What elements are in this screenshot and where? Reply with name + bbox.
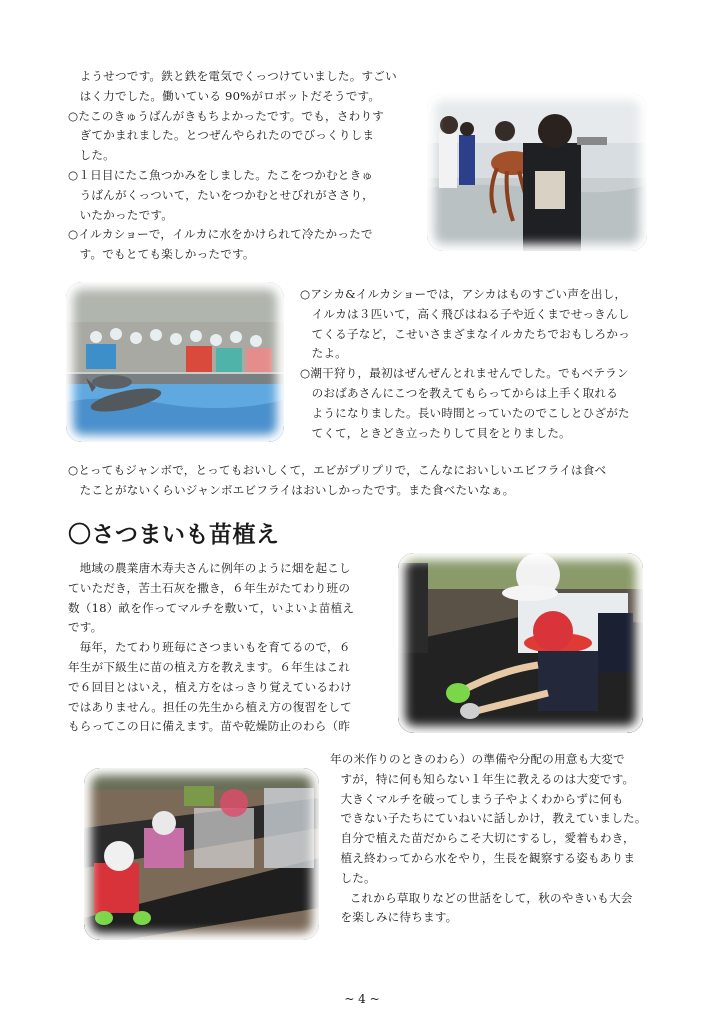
- text-line: した。: [79, 148, 115, 163]
- text-line: 毎年，たてわり班毎にさつまいもを育てるので，６: [79, 640, 351, 655]
- photo-dolphin-show: [66, 282, 284, 442]
- text-line: てくる子など，こせいさまざまなイルカたちでおもしろかっ: [311, 326, 630, 341]
- text-line: これから草取りなどの世話をして，秋のやきいも大会: [349, 890, 633, 905]
- text-line: した。: [340, 870, 376, 885]
- text-line: 地域の農業唐木寿夫さんに例年のように畑を起こし: [79, 561, 351, 575]
- text-line: ていただき，苦土石灰を撒き，６年生がたてわり班の: [68, 580, 351, 595]
- text-line: ○たこのきゅうばんがきもちよかったです。でも，さわりす: [68, 108, 385, 123]
- text-line: うばんがくっついて，たいをつかむとせびれがささり，: [79, 187, 374, 202]
- text-block-sweet-potato-intro: [68, 559, 388, 737]
- text-line: できない子たちにていねいに話しかけ，教えていました。: [340, 811, 647, 826]
- text-line: 自分で植えた苗だからこそ大切にするし，愛着もわき，: [340, 831, 635, 846]
- text-line: で６回目とはいえ，植え方をはっきり覚えているわけ: [68, 679, 352, 694]
- photo-planting-closeup: [398, 553, 643, 733]
- text-line: ○とってもジャンボで，とってもおいしくて，エビがプリプリで，こんなにおいしいエビフライは食べ: [68, 463, 607, 477]
- text-line: てくて，ときどき立ったりして貝をとりました。: [311, 425, 571, 440]
- text-line: 大きくマルチを破ってしまう子やよくわからずに何も: [340, 791, 624, 806]
- text-line: す。でもとても楽しかったです。: [79, 247, 255, 262]
- text-line: たことがないくらいジャンボエビフライはおいしかったです。また食べたいなぁ。: [79, 482, 515, 497]
- text-line: すが，特に何も知らない１年生に教えるのは大変です。: [340, 771, 635, 786]
- text-line: 数（18）畝を作ってマルチを敷いて，いよいよ苗植え: [68, 600, 355, 615]
- text-line: いたかったです。: [79, 207, 174, 222]
- photo-octopus-catching: [427, 93, 647, 251]
- text-line: 植え終わってから水をやり，生長を観察する姿もありま: [340, 850, 636, 865]
- text-block-factory: [68, 67, 428, 265]
- text-line: のおばあさんにこつを教えてもらってからは上手く取れる: [311, 385, 619, 400]
- text-line: もらってこの日に備えます。苗や乾燥防止のわら（昨: [68, 719, 351, 734]
- text-line: イルカは３匹いて，高く飛びはねる子や近くまでせっきんし: [311, 306, 630, 321]
- text-line: ○潮干狩り，最初はぜんぜんとれませんでした。でもベテラン: [300, 366, 629, 381]
- photo-planting-group: [84, 768, 319, 940]
- text-line: ○１日目にたこ魚つかみをしました。たこをつかむときゅ: [68, 167, 374, 182]
- text-line: はく力でした。働いている 90%がロボットだそうです。: [79, 88, 381, 103]
- text-line: 年の米作りのときのわら）の準備や分配の用意も大変で: [330, 752, 625, 766]
- text-line: ではありません。担任の先生から植え方の復習をして: [68, 699, 352, 714]
- text-line: ぎてかまれました。とつぜんやられたのでびっくりしま: [79, 128, 375, 143]
- text-line: を楽しみに待ちます。: [340, 910, 458, 925]
- text-line: ようになりました。長い時間とっていたのでこしとひざがた: [311, 405, 630, 420]
- section-heading: 〇さつまいも苗植え: [68, 522, 280, 548]
- page-number: ~ 4 ~: [344, 992, 380, 1006]
- text-block-aquarium: [300, 285, 670, 443]
- text-line: ○イルカショーで，イルカに水をかけられて冷たかったで: [68, 227, 373, 242]
- text-line: ○アシカ&イルカショーでは，アシカはものすごい声を出し，: [300, 287, 627, 301]
- text-block-sweet-potato-continued: [330, 750, 670, 928]
- text-line: ようせつです。鉄と鉄を電気でくっつけていました。すごい: [79, 69, 397, 83]
- text-line: たよ。: [311, 346, 347, 361]
- text-line: です。: [68, 620, 103, 635]
- text-block-ebifry: [68, 461, 668, 501]
- text-line: 年生が下級生に苗の植え方を教えます。６年生はこれ: [68, 659, 351, 674]
